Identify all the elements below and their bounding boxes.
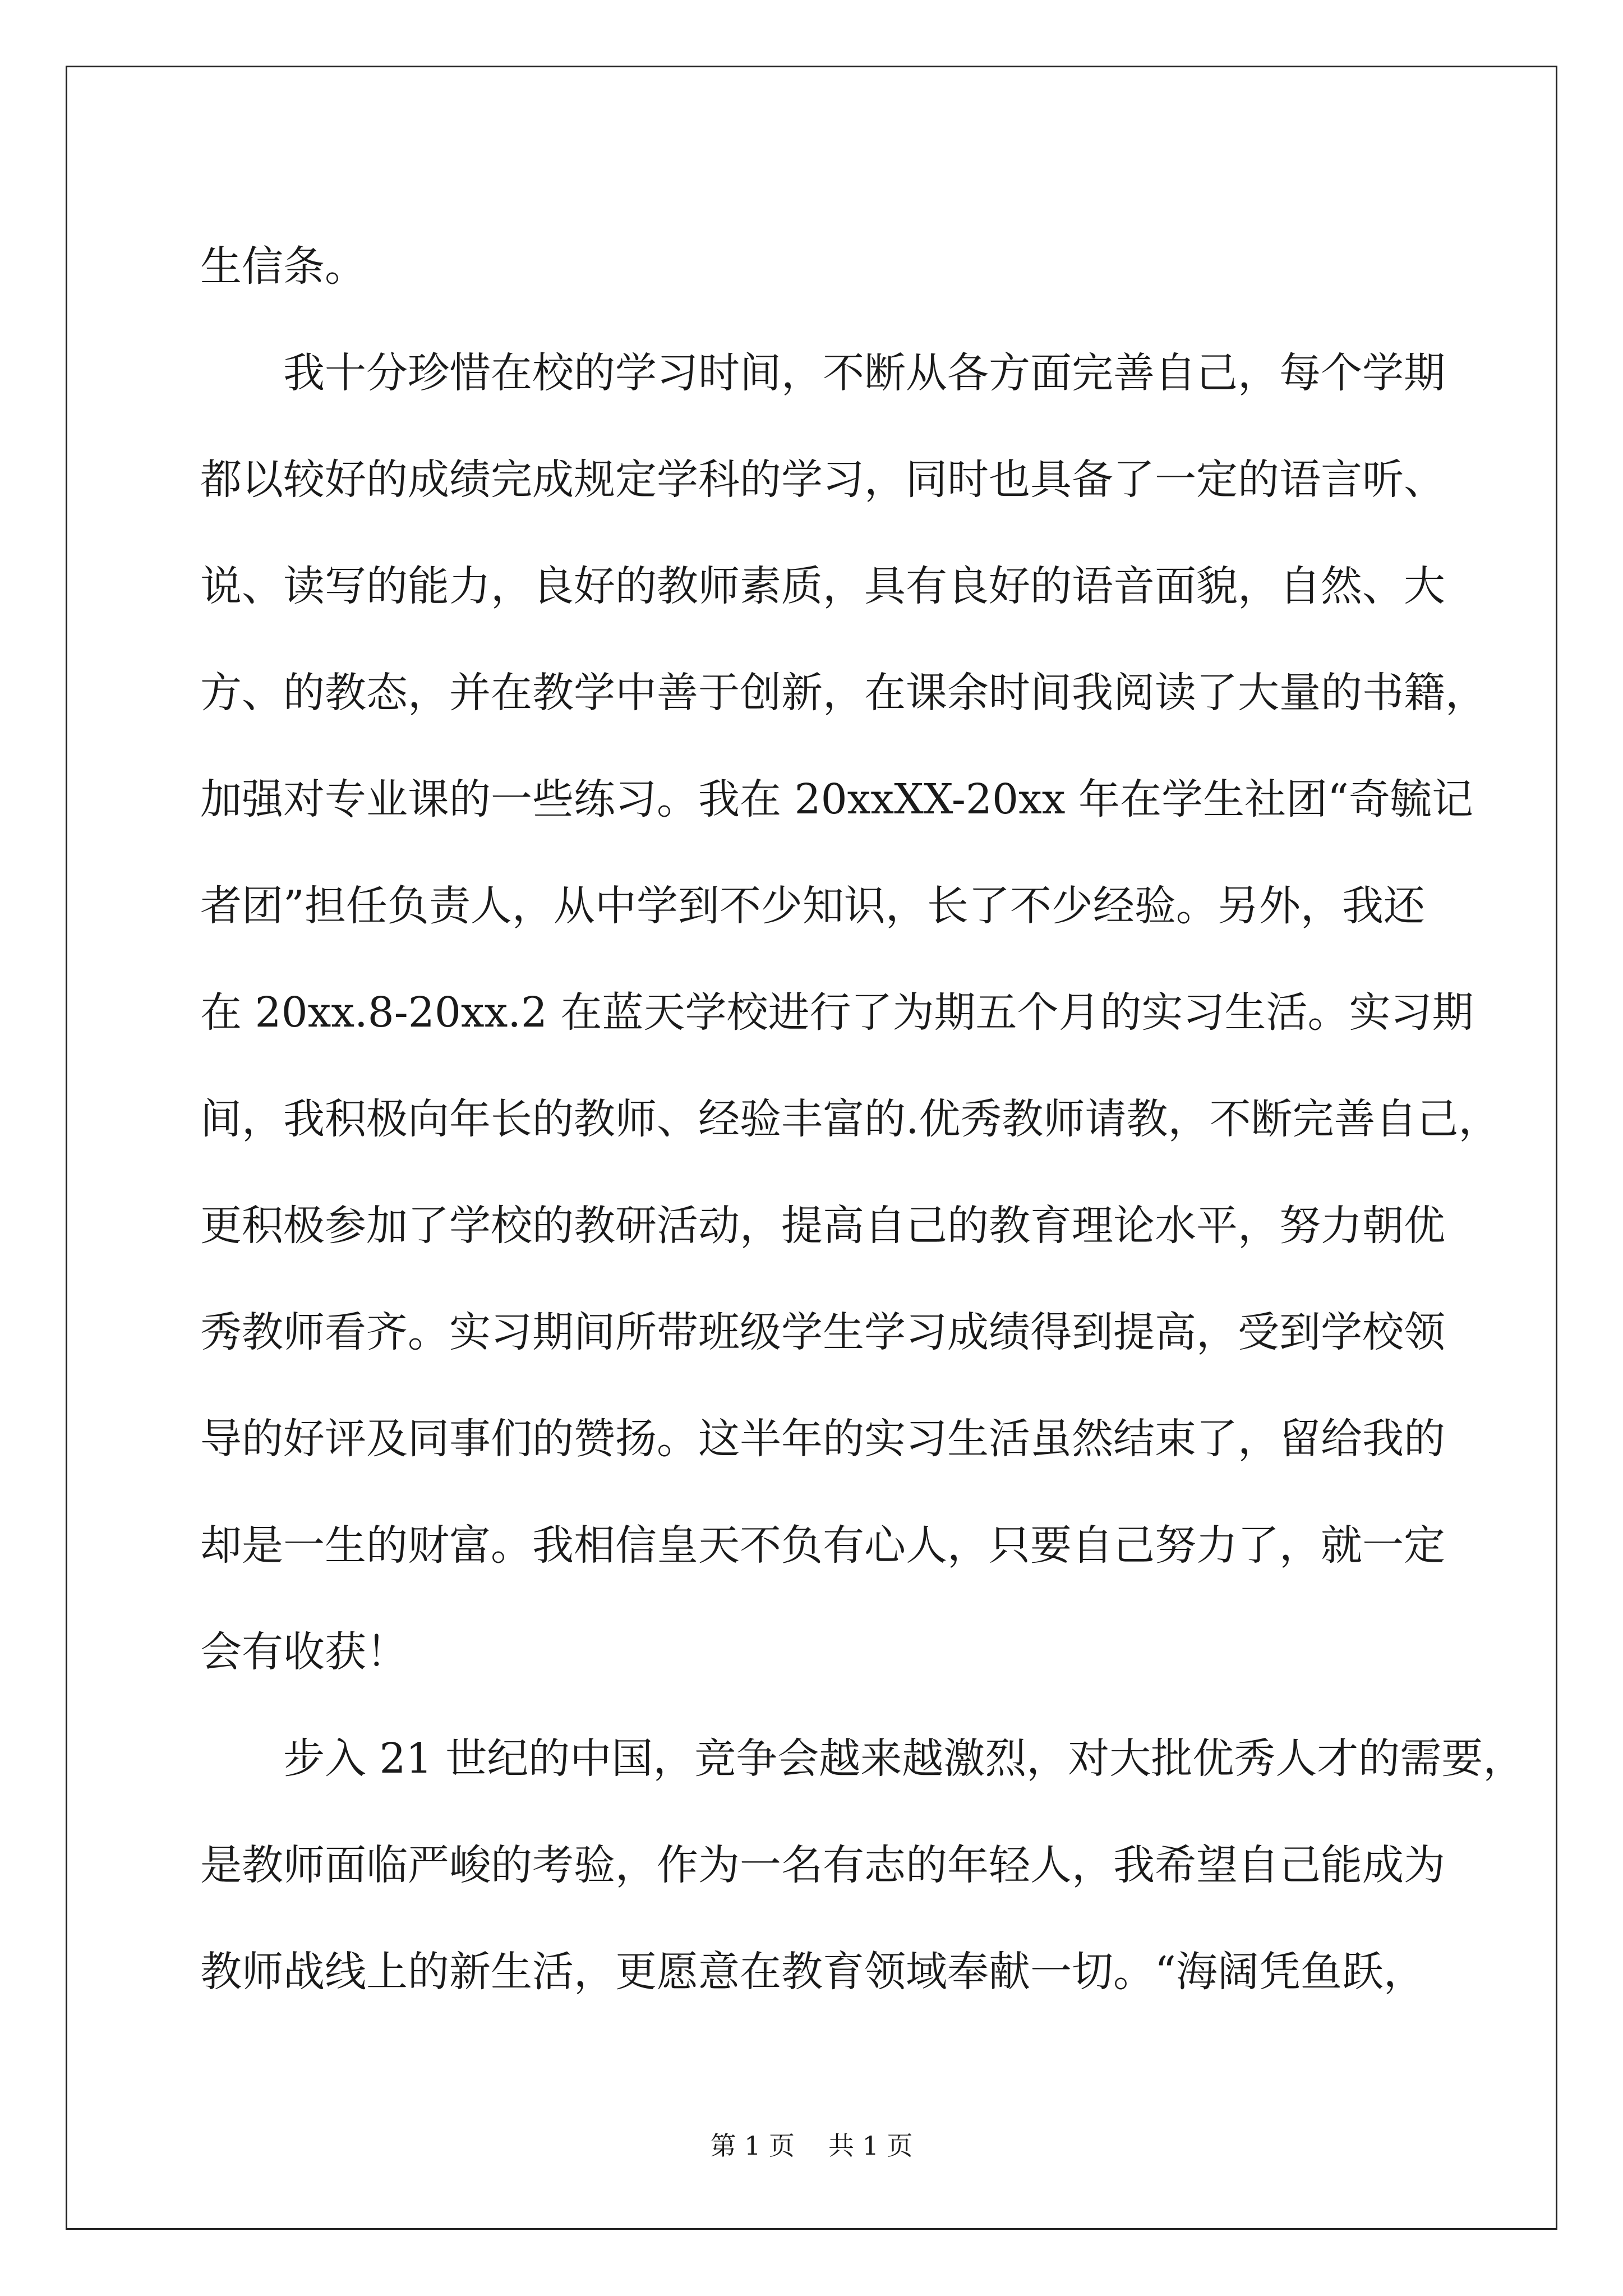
text-line: 间，我积极向年长的教师、经验丰富的.优秀教师请教，不断完善自己， (200, 1095, 1500, 1143)
text-line: 更积极参加了学校的教研活动，提高自己的教育理论水平，努力朝优 (200, 1202, 1445, 1250)
text-line: 生信条。 (200, 242, 366, 291)
text-line: 步入 21 世纪的中国，竞争会越来越激烈，对大批优秀人才的需要， (283, 1734, 1525, 1783)
text-line: 却是一生的财富。我相信皇天不负有心人，只要自己努力了，就一定 (200, 1521, 1445, 1570)
text-line: 都以较好的成绩完成规定学科的学习，同时也具备了一定的语言听、 (200, 455, 1445, 504)
text-line: 教师战线上的新生活，更愿意在教育领域奉献一切。“海阔凭鱼跃， (200, 1948, 1425, 1996)
text-line: 会有收获！ (200, 1628, 408, 1676)
page-number: 第 1 页 (710, 2131, 795, 2161)
text-line: 是教师面临严峻的考验，作为一名有志的年轻人，我希望自己能成为 (200, 1841, 1445, 1889)
text-line: 加强对专业课的一些练习。我在 20xxXX-20xx 年在学生社团“奇毓记 (200, 775, 1473, 823)
document-body (200, 213, 1525, 2025)
text-line: 方、的教态，并在教学中善于创新，在课余时间我阅读了大量的书籍， (200, 669, 1487, 717)
page-total: 共 1 页 (828, 2131, 913, 2161)
text-line: 说、读写的能力，良好的教师素质，具有良好的语音面貌，自然、大 (200, 562, 1445, 610)
text-line: 者团”担任负责人，从中学到不少知识，长了不少经验。另外，我还 (200, 882, 1425, 930)
text-line: 我十分珍惜在校的学习时间，不断从各方面完善自己，每个学期 (283, 349, 1445, 397)
text-line: 导的好评及同事们的赞扬。这半年的实习生活虽然结束了，留给我的 (200, 1415, 1445, 1463)
page-footer (0, 2129, 1623, 2162)
text-line: 在 20xx.8-20xx.2 在蓝天学校进行了为期五个月的实习生活。实习期 (200, 988, 1474, 1037)
text-line: 秀教师看齐。实习期间所带班级学生学习成绩得到提高，受到学校领 (200, 1308, 1445, 1356)
